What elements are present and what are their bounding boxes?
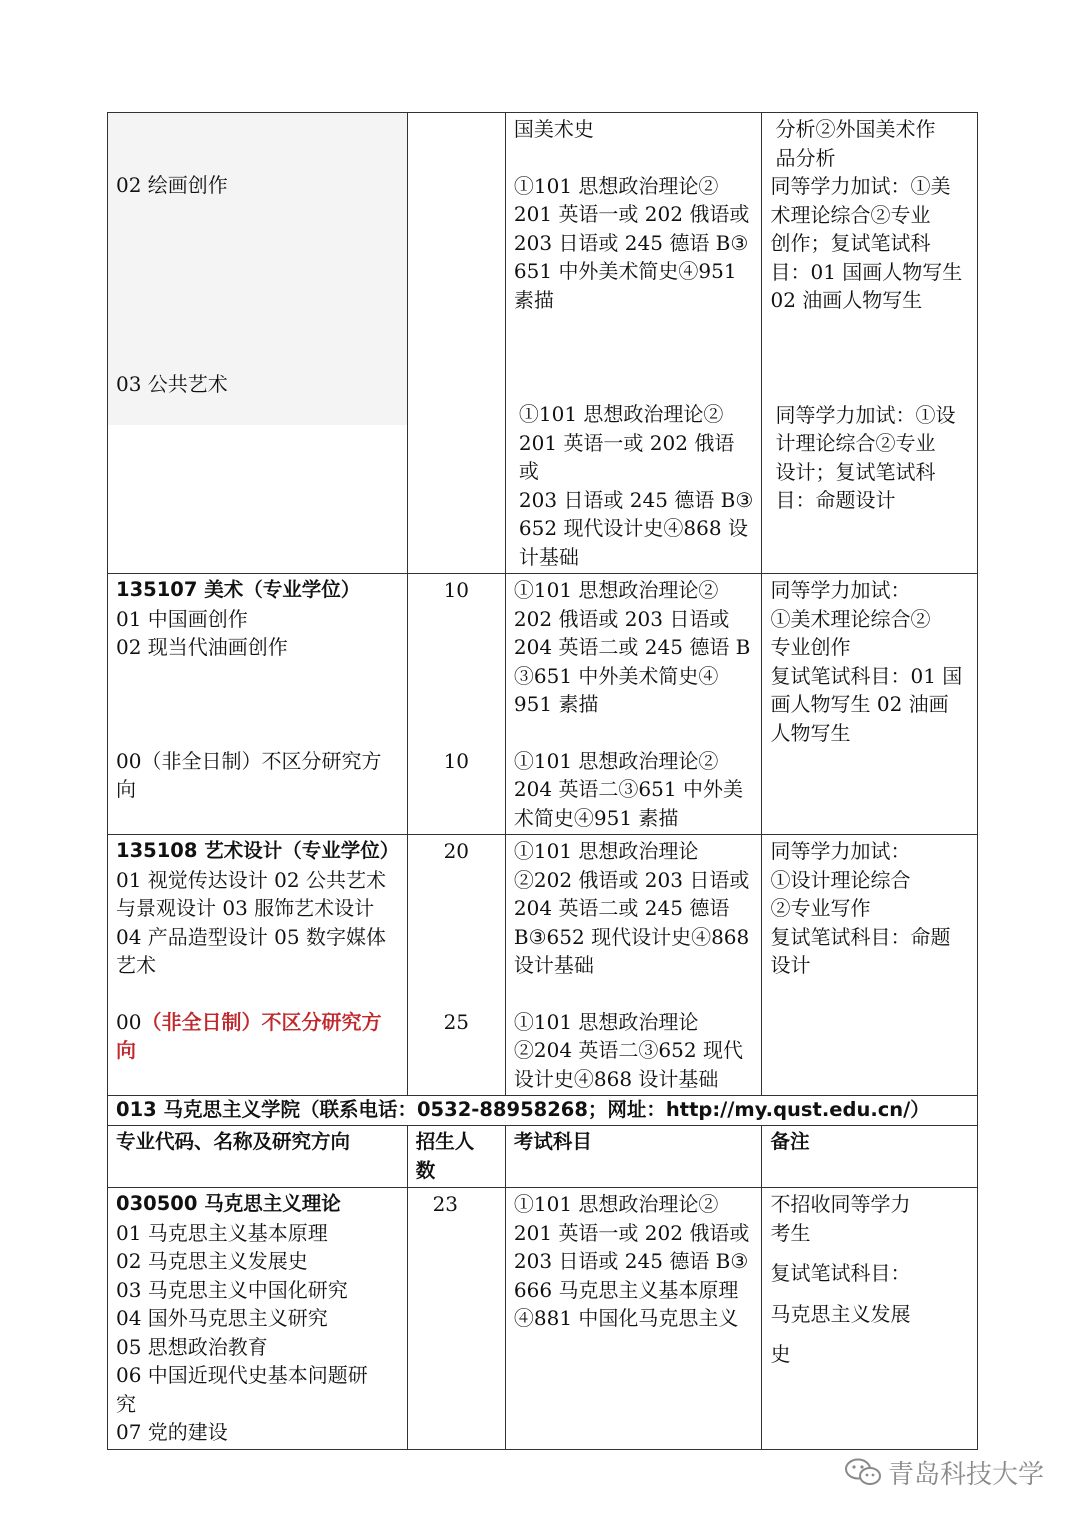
- note-line: 同等学力加试：: [770, 578, 911, 602]
- exam-line: ①101 思想政治理论: [513, 839, 699, 863]
- direction-cell: [108, 113, 408, 574]
- exam-line: 201 英语一或 202 俄语或: [513, 1220, 750, 1245]
- exam-line: 951 素描: [513, 692, 599, 716]
- note-line: 设计；复试笔试科: [775, 459, 936, 484]
- direction-item: 04 产品造型设计 05 数字媒体: [116, 924, 386, 949]
- wechat-icon: [844, 1457, 882, 1487]
- note-line: 专业创作: [770, 635, 851, 659]
- note-line: 创作；复试笔试科: [770, 231, 931, 255]
- exam-line: 设计基础: [513, 953, 594, 977]
- direction-item: 与景观设计 03 服饰艺术设计: [116, 896, 375, 920]
- exam-line: 术简史④951 素描: [513, 805, 679, 830]
- note-line: 02 油画人物写生: [770, 288, 923, 312]
- direction-item: 02 绘画创作: [116, 173, 228, 197]
- exam-line: 201 英语一或 202 俄语或: [518, 430, 735, 483]
- quota-cell: [407, 113, 505, 574]
- note-line: 复试笔试科目：: [770, 1261, 911, 1285]
- note-line: 目：命题设计: [775, 488, 896, 512]
- direction-item: 00（非全日制）不区分研究方: [116, 748, 382, 773]
- college-info: 013 马克思主义学院（联系电话：0532-88958268；网址：http://my.qust.edu.cn/）: [108, 1096, 978, 1126]
- note-line: 设计: [770, 953, 811, 977]
- exam-subjects-cell: [505, 574, 762, 835]
- exam-subjects-cell: [505, 835, 762, 1096]
- part-time-direction: 00（非全日制）不区分研究方: [116, 1009, 382, 1034]
- exam-line: B③652 现代设计史④868: [513, 924, 750, 949]
- header-notes: 备注: [762, 1126, 978, 1188]
- header-quota: 招生人 数: [407, 1126, 505, 1188]
- quota-cell: [407, 574, 505, 835]
- table-row: [108, 574, 978, 835]
- note-line: 人物写生: [770, 720, 851, 745]
- exam-line: ①101 思想政治理论②: [518, 402, 724, 426]
- college-row: [108, 1096, 978, 1126]
- header-direction: 专业代码、名称及研究方向: [108, 1126, 408, 1188]
- note-line: 术理论综合②专业: [770, 202, 931, 227]
- direction-item: 究: [116, 1391, 136, 1416]
- quota-value: 23: [432, 1192, 459, 1216]
- direction-item: 03 马克思主义中国化研究: [116, 1277, 348, 1302]
- exam-line: ①101 思想政治理论②: [513, 173, 719, 198]
- note-line: 同等学力加试：: [770, 839, 911, 863]
- note-line: 考生: [770, 1220, 811, 1245]
- note-line: 史: [770, 1342, 791, 1366]
- direction-cell: [108, 835, 408, 1096]
- exam-line: 652 现代设计史④868 设: [518, 516, 748, 540]
- exam-line: ④881 中国化马克思主义: [513, 1306, 739, 1330]
- header-exam-subjects: 考试科目: [505, 1126, 762, 1188]
- quota-value: 20: [443, 839, 470, 863]
- exam-line: ①101 思想政治理论②: [513, 748, 719, 773]
- direction-item: 01 视觉传达设计 02 公共艺术: [116, 867, 386, 892]
- exam-line: 203 日语或 245 德语 B③: [513, 1249, 749, 1273]
- exam-subjects-cell: [505, 1188, 762, 1450]
- note-line: 同等学力加试：①美: [770, 174, 951, 198]
- quota-value: 10: [443, 748, 470, 773]
- exam-line: ②204 英语二③652 现代: [513, 1038, 743, 1062]
- note-line: 复试笔试科目：01 国: [770, 663, 963, 688]
- note-line: ②专业写作: [770, 896, 871, 920]
- direction-item: 02 现当代油画创作: [116, 635, 288, 659]
- direction-item: 03 公共艺术: [116, 371, 228, 396]
- exam-line: ②202 俄语或 203 日语或: [513, 867, 750, 892]
- note-line: 不招收同等学力: [770, 1192, 911, 1216]
- part-time-direction-cont: 向: [116, 1038, 136, 1062]
- exam-line: ①101 思想政治理论: [513, 1009, 699, 1034]
- note-line: 画人物写生 02 油画: [770, 692, 949, 716]
- exam-line: 204 英语二或 245 德语: [513, 896, 730, 920]
- table-row: [108, 835, 978, 1096]
- major-title: 135107 美术（专业学位）: [116, 578, 361, 601]
- exam-line: 计基础: [518, 544, 579, 569]
- direction-cell: [108, 574, 408, 835]
- exam-line: 国美术史: [513, 117, 594, 141]
- watermark-text: 青岛科技大学: [887, 1459, 1044, 1490]
- note-line: 分析②外国美术作: [775, 117, 936, 141]
- enrollment-table: [107, 112, 978, 1450]
- table-header-row: [108, 1126, 978, 1188]
- exam-line: 素描: [513, 287, 554, 312]
- note-line: 复试笔试科目：命题: [770, 924, 951, 949]
- quota-value: 10: [443, 578, 470, 602]
- quota-cell: [407, 1188, 505, 1450]
- exam-line: ①101 思想政治理论②: [513, 1192, 719, 1216]
- direction-item: 02 马克思主义发展史: [116, 1249, 308, 1273]
- quota-cell: [407, 835, 505, 1096]
- table-row: [108, 1188, 978, 1450]
- notes-cell: [762, 1188, 978, 1450]
- watermark: [844, 1452, 1044, 1492]
- note-line: ①美术理论综合②: [770, 606, 931, 631]
- note-line: 计理论综合②专业: [775, 431, 936, 455]
- note-line: 品分析: [775, 145, 836, 170]
- note-line: 目：01 国画人物写生: [770, 259, 963, 284]
- notes-cell: [762, 574, 978, 835]
- exam-line: 203 日语或 245 德语 B③: [518, 487, 754, 512]
- direction-cell: [108, 1188, 408, 1450]
- exam-line: 203 日语或 245 德语 B③: [513, 230, 749, 255]
- note-line: ①设计理论综合: [770, 867, 911, 892]
- direction-item: 01 中国画创作: [116, 606, 248, 631]
- notes-cell: [762, 113, 978, 574]
- note-line: 同等学力加试：①设: [775, 402, 956, 427]
- note-line: 马克思主义发展: [770, 1301, 911, 1326]
- quota-value: 25: [443, 1009, 470, 1034]
- direction-item: 01 马克思主义基本原理: [116, 1220, 328, 1245]
- exam-line: 设计史④868 设计基础: [513, 1066, 719, 1091]
- direction-item: 艺术: [116, 953, 156, 977]
- exam-line: 666 马克思主义基本原理: [513, 1277, 739, 1302]
- direction-item: 向: [116, 777, 136, 801]
- direction-item: 04 国外马克思主义研究: [116, 1306, 328, 1330]
- exam-line: 201 英语一或 202 俄语或: [513, 202, 750, 226]
- direction-item: 05 思想政治教育: [116, 1334, 268, 1359]
- exam-line: 204 英语二③651 中外美: [513, 777, 743, 801]
- exam-line: 651 中外美术简史④951: [513, 259, 737, 283]
- major-title: 135108 艺术设计（专业学位）: [116, 839, 400, 862]
- exam-subjects-cell: [505, 113, 762, 574]
- direction-item: 06 中国近现代史基本问题研: [116, 1363, 368, 1387]
- exam-line: ③651 中外美术简史④: [513, 663, 719, 688]
- exam-line: ①101 思想政治理论②: [513, 578, 719, 602]
- notes-cell: [762, 835, 978, 1096]
- direction-item: 07 党的建设: [116, 1420, 228, 1444]
- table-row: [108, 113, 978, 574]
- major-title: 030500 马克思主义理论: [116, 1192, 341, 1215]
- exam-line: 202 俄语或 203 日语或: [513, 606, 730, 631]
- exam-line: 204 英语二或 245 德语 B: [513, 635, 751, 659]
